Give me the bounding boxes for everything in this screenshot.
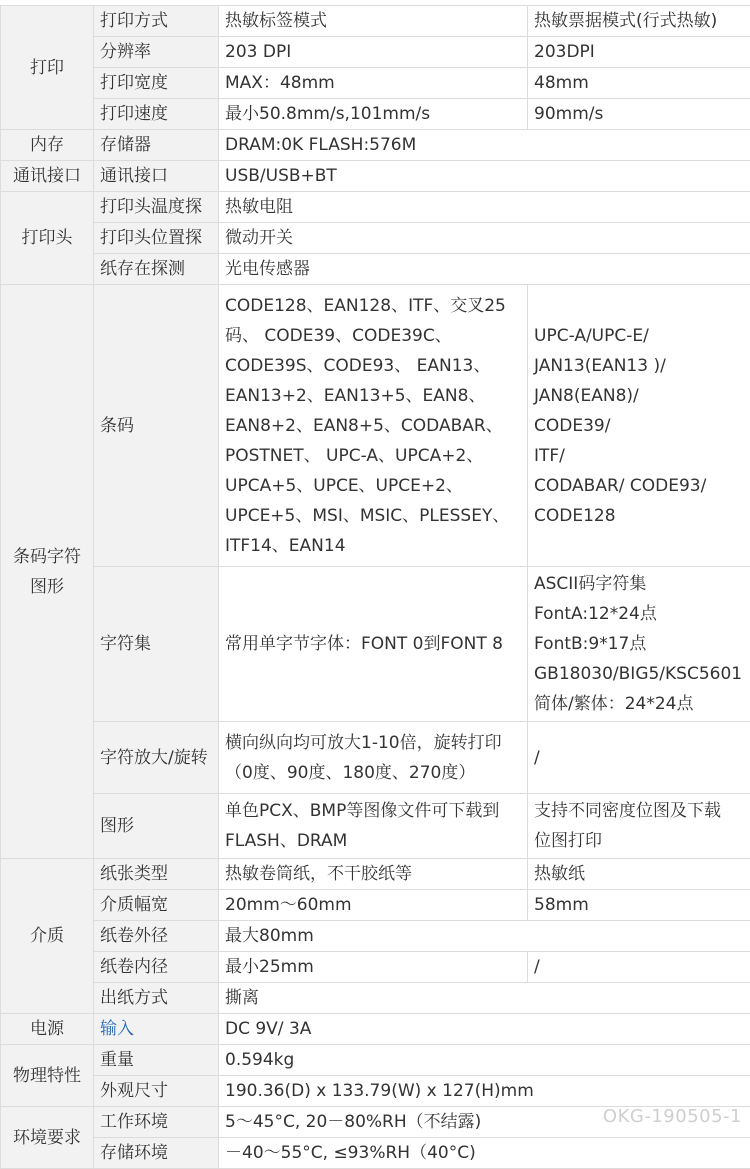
row-value-alt: /: [528, 722, 750, 794]
row-key: 出纸方式: [94, 983, 219, 1014]
category-physical: 物理特性: [1, 1045, 94, 1107]
text-line: CODABAR/ CODE93/: [534, 471, 750, 501]
category-environment: 环境要求: [1, 1107, 94, 1169]
table-row: [1, 952, 750, 983]
row-value: [219, 722, 528, 794]
text-line: UPCE+5、MSI、MSIC、PLESSEY、: [225, 501, 527, 531]
table-row: [1, 192, 750, 223]
table-row: [1, 37, 750, 68]
text-line: CODE39/: [534, 411, 750, 441]
text-line: CODE128、EAN128、ITF、交叉25: [225, 291, 527, 321]
table-row: [1, 6, 750, 37]
text-line: 码、 CODE39、CODE39C、: [225, 321, 527, 351]
row-key: 打印方式: [94, 6, 219, 37]
barcode-list-alt: [528, 285, 750, 567]
row-key: 工作环境: [94, 1107, 219, 1138]
table-row: [1, 983, 750, 1014]
row-value-alt: /: [528, 952, 750, 983]
watermark-code: OKG-190505-1: [603, 1106, 742, 1127]
row-value-alt: 48mm: [528, 68, 750, 99]
table-row: [1, 921, 750, 952]
category-media: 介质: [1, 859, 94, 1014]
row-key: 通讯接口: [94, 161, 219, 192]
row-key: 图形: [94, 794, 219, 859]
category-print: 打印: [1, 6, 94, 130]
row-value-alt: [528, 794, 750, 859]
category-line: 条码字符: [1, 542, 93, 572]
table-row: [1, 130, 750, 161]
text-line: GB18030/BIG5/KSC5601: [534, 659, 750, 689]
text-line: FontB:9*17点: [534, 629, 750, 659]
table-row: [1, 99, 750, 130]
row-value: 最小25mm: [219, 952, 528, 983]
row-value: －40～55°C, ≤93%RH（40°C): [219, 1138, 750, 1169]
row-key: 打印宽度: [94, 68, 219, 99]
table-row: [1, 1138, 750, 1169]
row-value: 0.594kg: [219, 1045, 750, 1076]
row-key: 打印头位置探: [94, 223, 219, 254]
row-key: 存储器: [94, 130, 219, 161]
text-line: 支持不同密度位图及下载: [534, 796, 750, 826]
category-memory: 内存: [1, 130, 94, 161]
table-row: [1, 890, 750, 921]
row-value-alt: 热敏纸: [528, 859, 750, 890]
row-key: 分辨率: [94, 37, 219, 68]
category-power: 电源: [1, 1014, 94, 1045]
row-value: 微动开关: [219, 223, 750, 254]
text-line: ITF/: [534, 441, 750, 471]
row-key: 纸张类型: [94, 859, 219, 890]
table-row: [1, 859, 750, 890]
row-value: 20mm～60mm: [219, 890, 528, 921]
row-key: 字符放大/旋转: [94, 722, 219, 794]
row-value: 最小50.8mm/s,101mm/s: [219, 99, 528, 130]
row-value-alt: 热敏票据模式(行式热敏): [528, 6, 750, 37]
row-key: 介质幅宽: [94, 890, 219, 921]
row-value: 热敏电阻: [219, 192, 750, 223]
row-key: 字符集: [94, 567, 219, 722]
table-row: [1, 223, 750, 254]
row-key: 打印头温度探: [94, 192, 219, 223]
text-line: 简体/繁体：24*24点: [534, 689, 750, 719]
row-value: 光电传感器: [219, 254, 750, 285]
table-row: [1, 254, 750, 285]
category-line: 图形: [1, 572, 93, 602]
row-key: 纸卷内径: [94, 952, 219, 983]
row-value: 5～45°C, 20－80%RH（不结露): [219, 1107, 750, 1138]
table-row: [1, 567, 750, 722]
row-value-alt: 203DPI: [528, 37, 750, 68]
text-line: ITF14、EAN14: [225, 531, 527, 561]
row-value: 撕离: [219, 983, 750, 1014]
barcode-list: [219, 285, 528, 567]
table-row: [1, 161, 750, 192]
row-value: 常用单字节字体：FONT 0到FONT 8: [219, 567, 528, 722]
row-value: USB/USB+BT: [219, 161, 750, 192]
text-line: CODE128: [534, 501, 750, 531]
row-key: 外观尺寸: [94, 1076, 219, 1107]
text-line: UPC-A/UPC-E/: [534, 321, 750, 351]
spec-table: [0, 5, 750, 1169]
text-line: POSTNET、 UPC-A、UPCA+2、: [225, 441, 527, 471]
row-key: 存储环境: [94, 1138, 219, 1169]
row-value: DC 9V/ 3A: [219, 1014, 750, 1045]
table-row: [1, 794, 750, 859]
row-value-alt: 58mm: [528, 890, 750, 921]
row-key: 条码: [94, 285, 219, 567]
row-key: 纸卷外径: [94, 921, 219, 952]
table-row: [1, 1076, 750, 1107]
row-value: 热敏标签模式: [219, 6, 528, 37]
row-key: 打印速度: [94, 99, 219, 130]
text-line: JAN8(EAN8)/: [534, 381, 750, 411]
text-line: UPCA+5、UPCE、UPCE+2、: [225, 471, 527, 501]
row-value: 最大80mm: [219, 921, 750, 952]
text-line: FontA:12*24点: [534, 599, 750, 629]
text-line: EAN8+2、EAN8+5、CODABAR、: [225, 411, 527, 441]
category-barcode-graphics: [1, 285, 94, 859]
row-value-alt: 90mm/s: [528, 99, 750, 130]
row-value: 190.36(D) x 133.79(W) x 127(H)mm: [219, 1076, 750, 1107]
table-row: [1, 1014, 750, 1045]
table-row: [1, 1045, 750, 1076]
charset-list: [528, 567, 750, 722]
category-head: 打印头: [1, 192, 94, 285]
row-value: MAX：48mm: [219, 68, 528, 99]
text-line: EAN13+2、EAN13+5、EAN8、: [225, 381, 527, 411]
text-line: JAN13(EAN13 )/: [534, 351, 750, 381]
row-key: 重量: [94, 1045, 219, 1076]
text-line: 位图打印: [534, 826, 750, 856]
text-line: 单色PCX、BMP等图像文件可下载到: [225, 796, 527, 826]
text-line: ASCII码字符集: [534, 569, 750, 599]
row-value: DRAM:0K FLASH:576M: [219, 130, 750, 161]
text-line: FLASH、DRAM: [225, 826, 527, 856]
row-value: 热敏卷筒纸，不干胶纸等: [219, 859, 528, 890]
category-interface: 通讯接口: [1, 161, 94, 192]
row-value: [219, 794, 528, 859]
row-key: 输入: [94, 1014, 219, 1045]
row-key: 纸存在探测: [94, 254, 219, 285]
table-row: [1, 722, 750, 794]
row-value: 203 DPI: [219, 37, 528, 68]
text-line: （0度、90度、180度、270度）: [225, 758, 527, 788]
table-row: [1, 285, 750, 567]
table-row: [1, 68, 750, 99]
text-line: 横向纵向均可放大1-10倍，旋转打印: [225, 728, 527, 758]
text-line: CODE39S、CODE93、 EAN13、: [225, 351, 527, 381]
